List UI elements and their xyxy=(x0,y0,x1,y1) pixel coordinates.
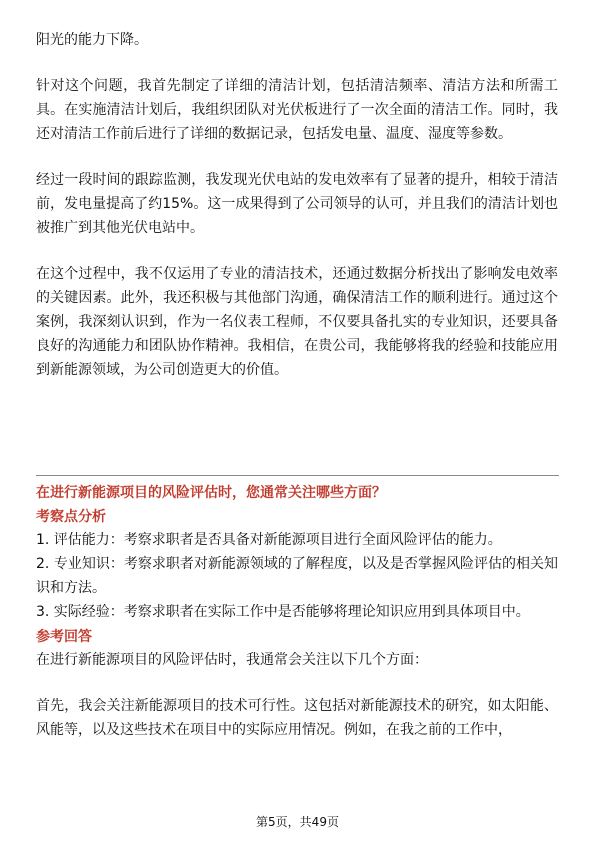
analysis-item: 2. 专业知识：考察求职者对新能源领域的了解程度，以及是否掌握风险评估的相关知识和方法。 xyxy=(36,556,558,596)
analysis-item: 1. 评估能力：考察求职者是否具备对新能源项目进行全面风险评估的能力。 xyxy=(36,532,502,548)
paragraph: 针对这个问题，我首先制定了详细的清洁计划，包括清洁频率、清洁方法和所需工具。在实施清洁计划后，我组织团队对光伏板进行了一次全面的清洁工作。同时，我还对清洁工作前后进行了详细的数据记录，包括发电量、温度、湿度等参数。 xyxy=(36,78,558,142)
question-section xyxy=(36,482,558,742)
paragraph-gap xyxy=(36,146,558,168)
answer-paragraph: 首先，我会关注新能源项目的技术可行性。这包括对新能源技术的研究，如太阳能、风能等，以及这些技术在项目中的实际应用情况。例如，在我之前的工作中， xyxy=(36,698,558,738)
paragraph: 经过一段时间的跟踪监测，我发现光伏电站的发电效率有了显著的提升，相较于清洁前，发电量提高了约15%。这一成果得到了公司领导的认可，并且我们的清洁计划也被推广到其他光伏电站中。 xyxy=(36,172,558,236)
analysis-item: 3. 实际经验：考察求职者在实际工作中是否能够将理论知识应用到具体项目中。 xyxy=(36,604,530,620)
paragraph-gap xyxy=(36,52,558,74)
answer-heading: 参考回答 xyxy=(36,629,92,645)
section-divider xyxy=(36,475,559,476)
analysis-heading: 考察点分析 xyxy=(36,509,106,525)
paragraph-gap xyxy=(36,672,558,694)
paragraph-gap xyxy=(36,240,558,262)
answer-paragraph: 在进行新能源项目的风险评估时，我通常会关注以下几个方面： xyxy=(36,652,428,668)
paragraph: 阳光的能力下降。 xyxy=(36,32,148,48)
question-title: 在进行新能源项目的风险评估时，您通常关注哪些方面？ xyxy=(36,485,386,501)
page-number: 第5页，共49页 xyxy=(256,815,339,829)
body-text xyxy=(36,28,558,382)
paragraph: 在这个过程中，我不仅运用了专业的清洁技术，还通过数据分析找出了影响发电效率的关键因素。此外，我还积极与其他部门沟通，确保清洁工作的顺利进行。通过这个案例，我深刻认识到，作为一名仪表工程师，不仅要具备扎实的专业知识，还要具备良好的沟通能力和团队协作精神。我相信，在贵公司，我能够将我的经验和技能应用到新能源领域，为公司创造更大的价值。 xyxy=(36,266,558,378)
